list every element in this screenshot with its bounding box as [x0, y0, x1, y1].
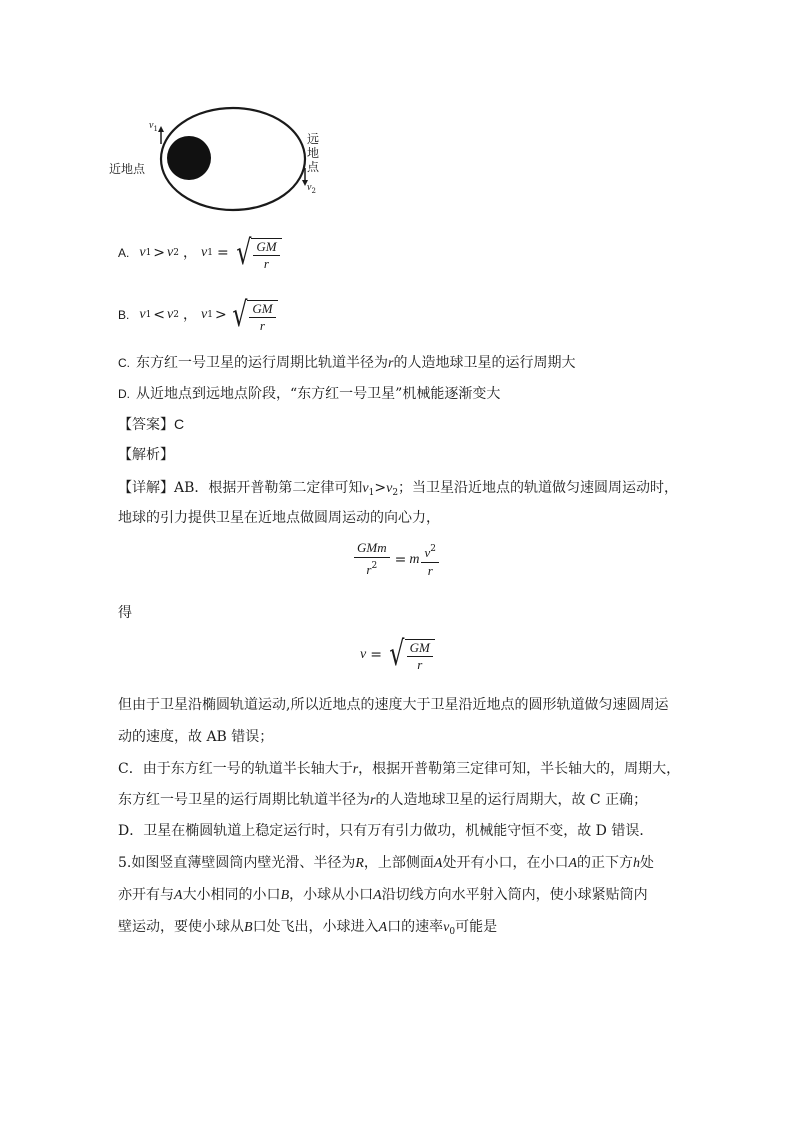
- answer-tag: 【答案】: [118, 417, 174, 433]
- apogee-label-3: 点: [307, 160, 320, 174]
- detail-line-4: 动的速度，故 AB 错误；: [118, 729, 274, 745]
- v2-label: $v_2$: [307, 182, 316, 195]
- option-b-sqrt: √ $\frac{GM}{r}$: [229, 297, 278, 334]
- detail-line-7: D．卫星在椭圆轨道上稳定运行时，只有万有引力做功，机械能守恒不变，故 D 错误．: [118, 823, 654, 839]
- question5-line-3: 壁运动，要使小球从B口处飞出，小球进入A口的速率$v_0$可能是: [118, 919, 498, 937]
- earth: [167, 136, 211, 180]
- apogee-label-1: 远: [307, 132, 320, 146]
- apogee-label-2: 地: [307, 146, 320, 160]
- option-b-label: B.: [118, 308, 130, 322]
- answer-value: C: [174, 416, 185, 432]
- option-b: B. v 1 < v 2 ， v 1 > √ $\frac{GM}{r}$: [118, 294, 278, 336]
- detail-line-6: 东方红一号卫星的运行周期比轨道半径为r的人造地球卫星的运行周期大，故 C 正确；: [118, 792, 648, 808]
- perigee-label: 近地点: [109, 162, 146, 176]
- de-text: 得: [118, 605, 132, 621]
- orbit-diagram: [115, 102, 325, 220]
- option-c: C. 东方红一号卫星的运行周期比轨道半径为r的人造地球卫星的运行周期大: [118, 355, 576, 371]
- option-a-label: A.: [118, 246, 130, 260]
- analysis-tag: 【解析】: [118, 447, 174, 463]
- detail-line-3: 但由于卫星沿椭圆轨道运动,所以近地点的速度大于卫星沿近地点的圆形轨道做匀速圆周运: [118, 697, 669, 713]
- equation-2: v = √ $\frac{GM}{r}$: [360, 636, 435, 673]
- orbit-figure: [109, 102, 325, 220]
- question5-line-2: 亦开有与A大小相同的小口B，小球从小口A沿切线方向水平射入筒内，使小球紧贴筒内: [118, 887, 648, 903]
- answer: [118, 413, 184, 436]
- option-a-sqrt: √ $\frac{GM}{r}$: [233, 235, 282, 272]
- option-d: D. 从近地点到远地点阶段，“东方红一号卫星”机械能逐渐变大: [118, 386, 501, 402]
- v1-label: $v_1$: [149, 120, 158, 133]
- v1-arrowhead: [158, 126, 164, 132]
- detail-line-2: 地球的引力提供卫星在近地点做圆周运动的向心力，: [118, 510, 440, 526]
- question5-line-1: 5.如图竖直薄壁圆筒内壁光滑、半径为R，上部侧面A处开有小口，在小口A的正下方h处: [118, 855, 655, 871]
- detail-line-5: C．由于东方红一号的轨道半长轴大于r，根据开普勒第三定律可知，半长轴大的，周期大，: [118, 761, 681, 777]
- equation-1: $\frac{\text{GMm}}{r^2}$ = m $\frac{v^2}{r}$: [352, 540, 441, 579]
- detail-line-1: 【详解】AB．根据开普勒第二定律可知$v_1>v_2$；当卫星沿近地点的轨道做匀速圆周运动时，: [118, 480, 679, 498]
- option-a: A. v 1 > v 2 ， v 1 = √ $\frac{GM}{r}$: [118, 232, 282, 274]
